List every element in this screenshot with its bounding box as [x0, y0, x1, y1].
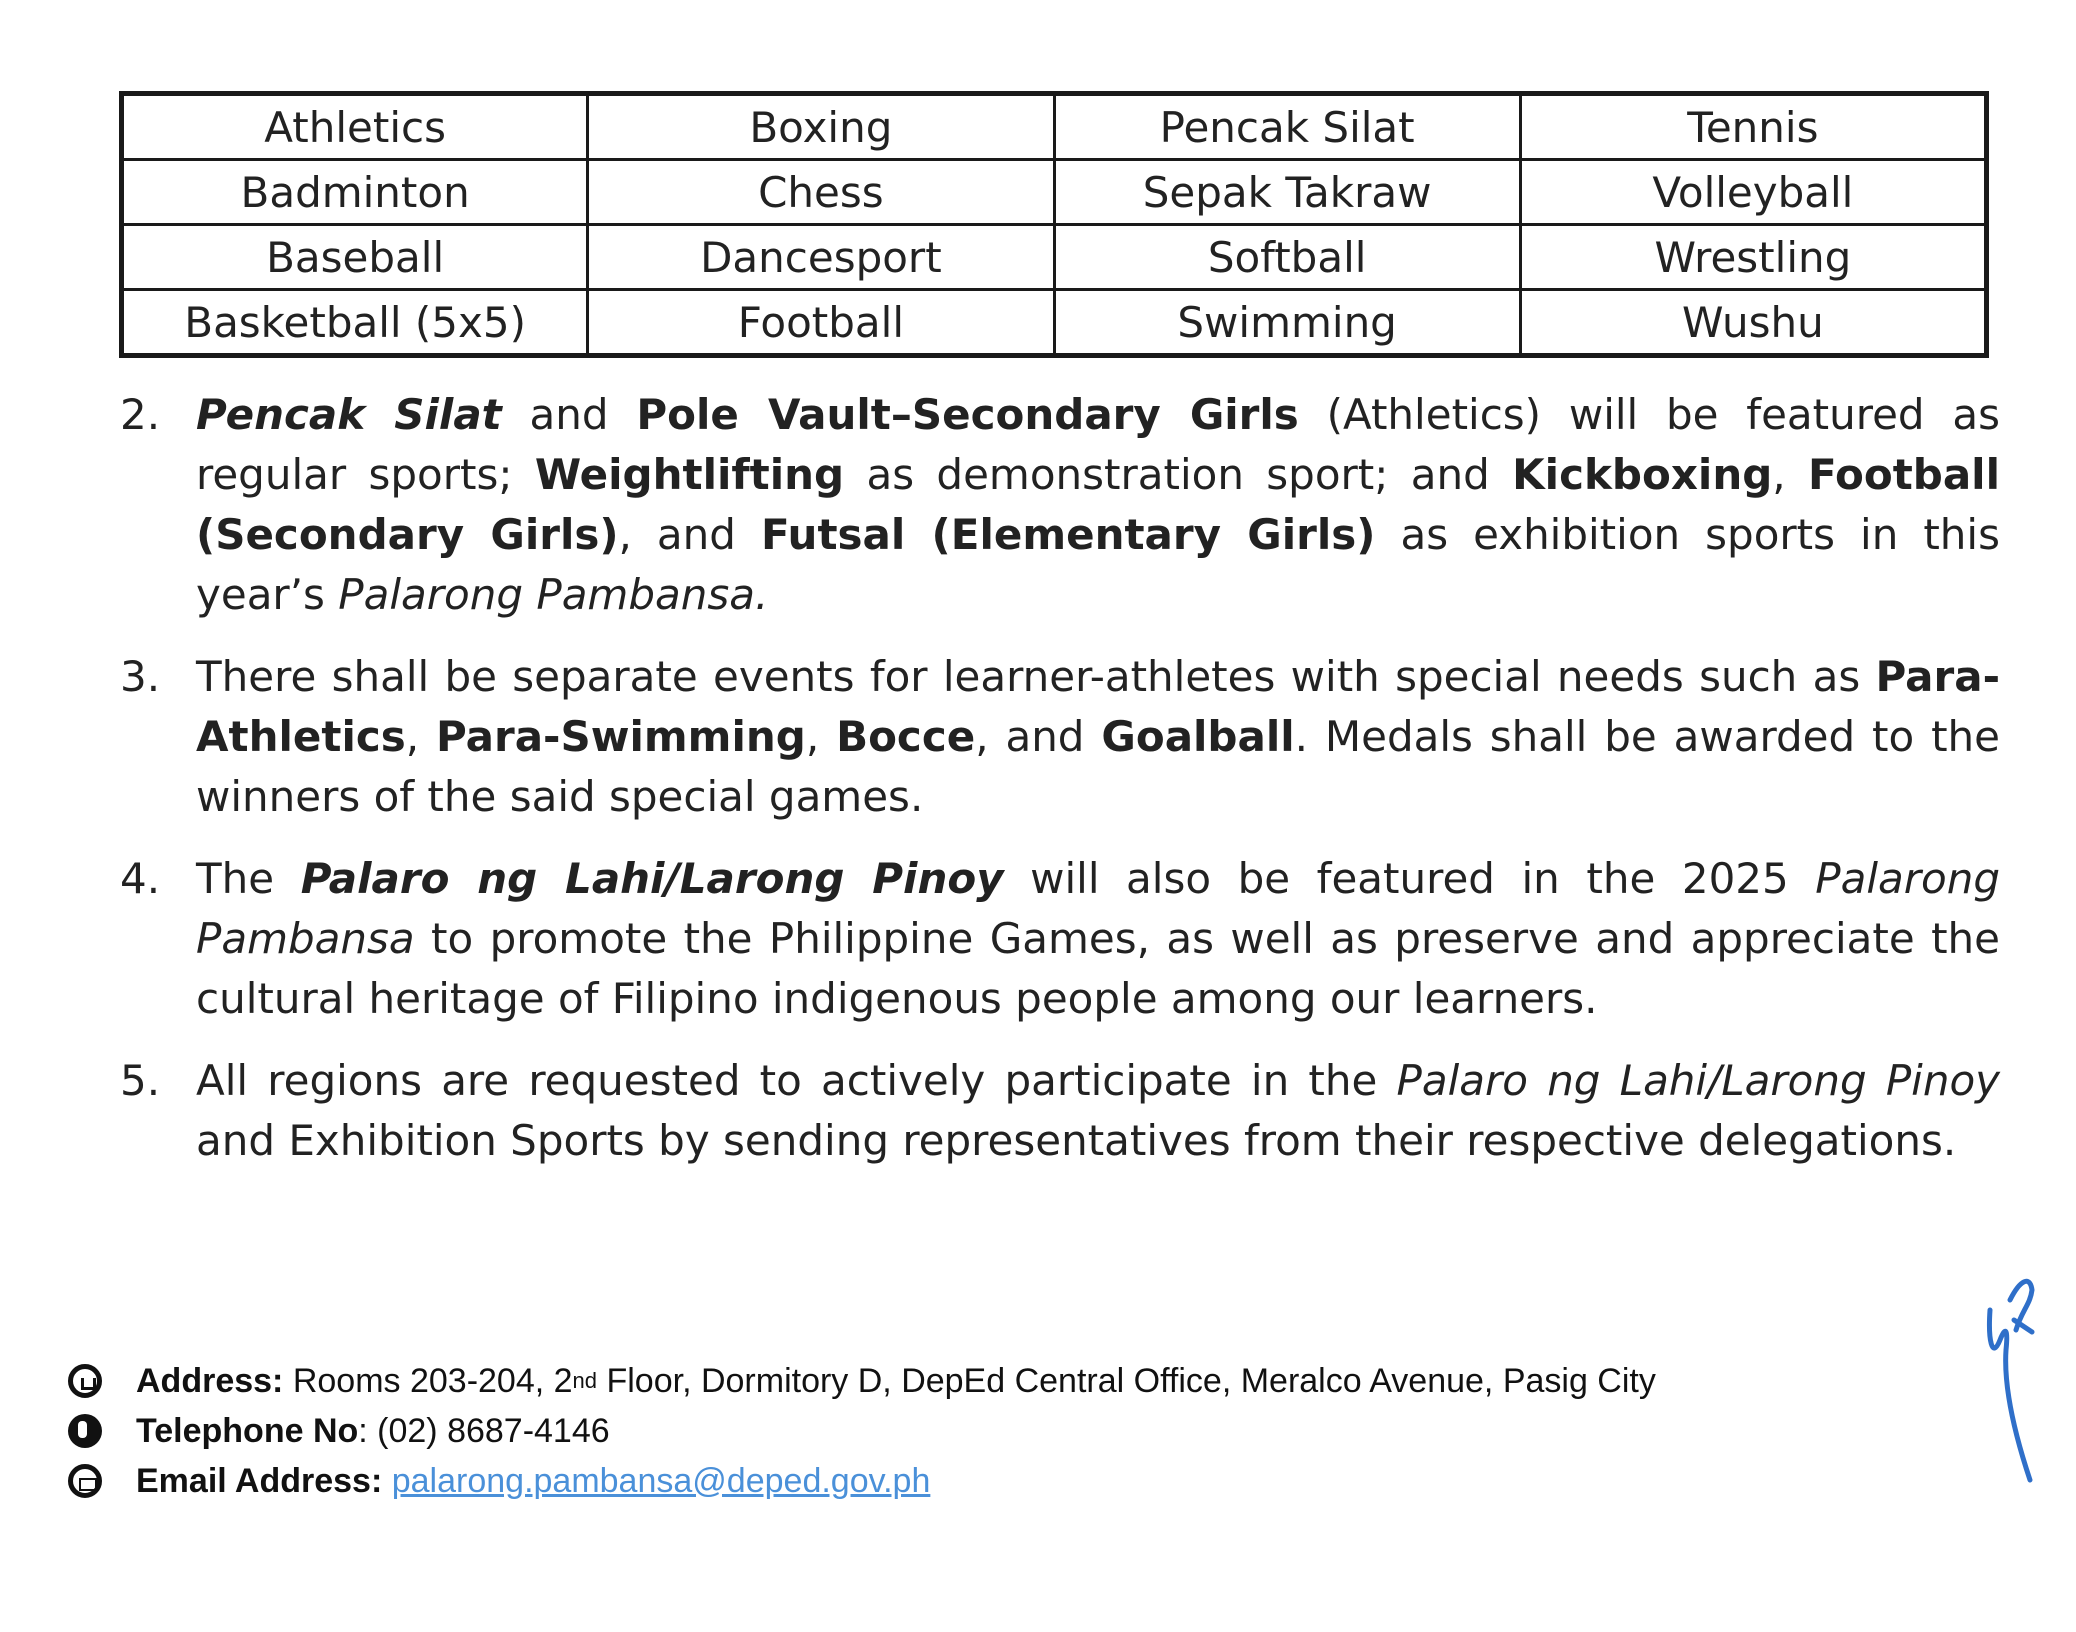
home-icon [68, 1364, 102, 1398]
footer-contact [68, 1356, 1656, 1506]
table-row [122, 94, 1987, 160]
text-run: The [196, 854, 301, 903]
list-number: 3. [120, 652, 161, 701]
email-label: Email Address: [136, 1461, 383, 1500]
table-cell: Badminton [122, 160, 588, 225]
text-run: Palarong Pambansa [196, 854, 2014, 963]
mail-icon [68, 1464, 102, 1498]
email-row [68, 1456, 1656, 1506]
text-run: (Athletics) will be featured as regular sports; [196, 390, 2014, 499]
text-run: Palaro ng Lahi/Larong Pinoy [300, 854, 1004, 903]
phone-row [68, 1406, 1656, 1456]
list-item [120, 385, 2015, 625]
text-run: Pencak Silat [196, 390, 502, 439]
table-cell: Baseball [122, 225, 588, 290]
text-run: Palaro ng Lahi/Larong Pinoy [1396, 1056, 2001, 1105]
address-label: Address: [136, 1361, 284, 1400]
table-cell: Tennis [1520, 94, 1986, 160]
table-cell: Athletics [122, 94, 588, 160]
table-row [122, 160, 1987, 225]
text-run: and [501, 390, 637, 439]
table-cell: Basketball (5x5) [122, 290, 588, 356]
list-item [120, 647, 2014, 827]
numbered-list [120, 385, 2015, 1193]
text-run: Kickboxing [1512, 450, 1773, 499]
address-value-end: Floor, Dormitory D, DepEd Central Office, Meralco Avenue, Pasig City [597, 1361, 1656, 1400]
table-cell: Wrestling [1520, 225, 1986, 290]
text-run: , and [618, 510, 761, 559]
table-cell: Pencak Silat [1054, 94, 1520, 160]
address-value-start: Rooms 203-204, 2 [283, 1361, 573, 1400]
table-cell: Dancesport [588, 225, 1054, 290]
table-cell: Softball [1054, 225, 1520, 290]
text-run: , [805, 712, 837, 761]
text-run: Futsal (Elementary Girls) [760, 510, 1376, 559]
signature-mark [1970, 1270, 2050, 1490]
text-run: , [1772, 450, 1808, 499]
text-run: and Exhibition Sports by sending representatives from their respective delegations. [196, 1056, 2014, 1165]
text-run: Bocce [836, 712, 976, 761]
phone-label: Telephone No [136, 1411, 359, 1450]
text-run: to promote the Philippine Games, as well as preserve and appreciate the cultural heritage of Filipino indigenous people among our learners. [196, 914, 2014, 1023]
text-run: Goalball [1101, 712, 1295, 761]
text-run: Pole Vault–Secondary Girls [636, 390, 1299, 439]
table-cell: Swimming [1054, 290, 1520, 356]
list-number: 5. [120, 1056, 161, 1105]
text-run: as exhibition sports in this year’s [196, 510, 2014, 619]
text-run: Palarong Pambansa. [338, 570, 769, 619]
table-row [122, 290, 1987, 356]
sports-table [119, 91, 1989, 358]
address-ordinal: nd [572, 1368, 598, 1393]
text-run: Para-Athletics [196, 652, 2000, 761]
table-cell: Chess [588, 160, 1054, 225]
table-cell: Volleyball [1520, 160, 1986, 225]
list-item [120, 1051, 2014, 1171]
table-cell: Sepak Takraw [1054, 160, 1520, 225]
text-run: . Medals shall be awarded to the winners of the said special games. [196, 712, 2014, 821]
table-cell: Wushu [1520, 290, 1986, 356]
text-run: Weightlifting [534, 450, 845, 499]
text-run: There shall be separate events for learner-athletes with special needs such as [196, 652, 1876, 701]
text-run: as demonstration sport; and [844, 450, 1513, 499]
email-link[interactable]: palarong.pambansa@deped.gov.ph [391, 1461, 931, 1500]
address-row [68, 1356, 1656, 1406]
phone-icon [68, 1414, 102, 1448]
table-row [122, 225, 1987, 290]
text-run: , and [975, 712, 1102, 761]
text-run: Football (Secondary Girls) [196, 450, 2015, 559]
text-run: will also be featured in the 2025 [1003, 854, 1816, 903]
list-item [120, 849, 2014, 1029]
list-number: 2. [120, 390, 161, 439]
table-cell: Boxing [588, 94, 1054, 160]
text-run: Para-Swimming [435, 712, 806, 761]
phone-value: : (02) 8687-4146 [358, 1411, 610, 1450]
text-run: , [405, 712, 436, 761]
list-number: 4. [120, 854, 161, 903]
table-cell: Football [588, 290, 1054, 356]
text-run: All regions are requested to actively participate in the [196, 1056, 1397, 1105]
